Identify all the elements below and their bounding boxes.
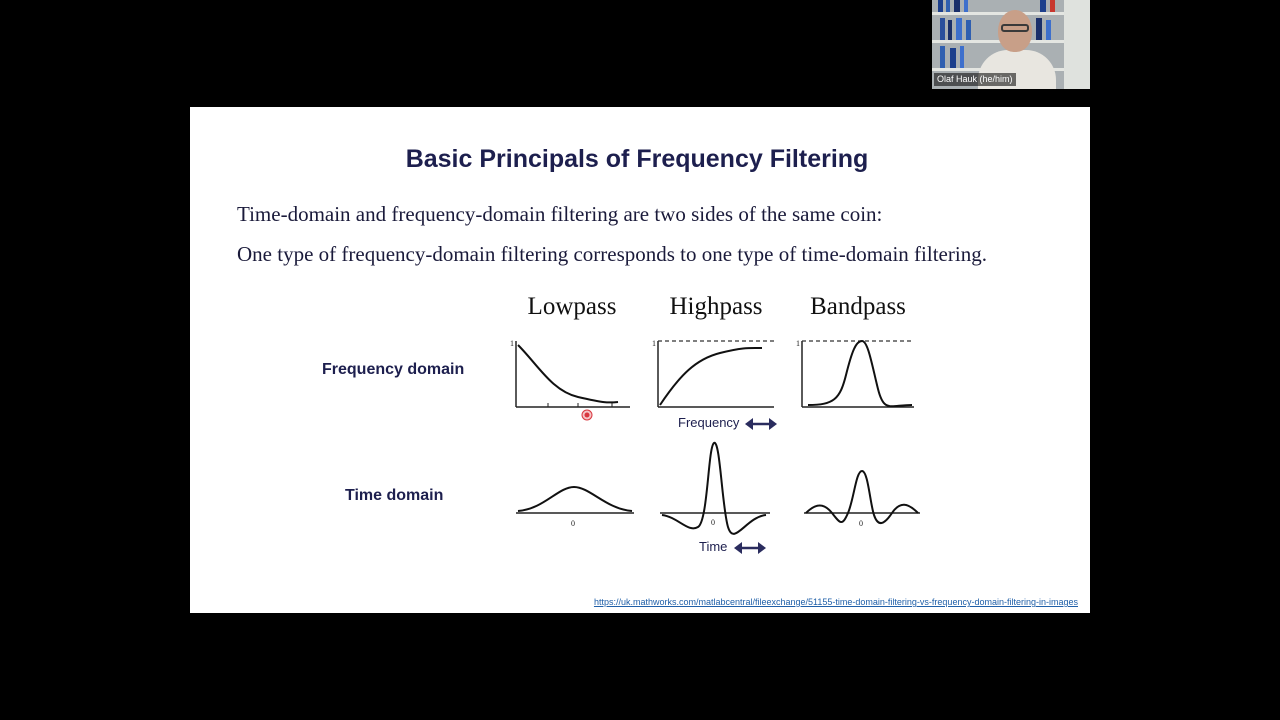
double-arrow-icon xyxy=(745,417,777,431)
lowpass-frequency-plot xyxy=(508,335,634,411)
video-book xyxy=(938,0,943,12)
video-book xyxy=(954,0,960,12)
lowpass-frequency-curve xyxy=(518,345,618,402)
video-book xyxy=(956,18,962,40)
source-link[interactable]: https://uk.mathworks.com/matlabcentral/fileexchange/51155-time-domain-filtering-vs-frequency-domain-filtering-in-images xyxy=(593,597,1078,607)
video-book xyxy=(940,18,945,40)
presenter-name: Olaf Hauk (he/him) xyxy=(934,73,1016,86)
bandpass-time-plot xyxy=(802,463,922,533)
tick-label-one: 1 xyxy=(796,339,800,348)
video-book xyxy=(948,20,952,40)
tick-label-zero: 0 xyxy=(571,519,575,528)
bandpass-frequency-plot xyxy=(794,335,920,411)
video-book xyxy=(1040,0,1046,12)
presenter-glasses xyxy=(1001,24,1029,32)
double-arrow-icon xyxy=(734,541,766,555)
slide-title: Basic Principals of Frequency Filtering xyxy=(405,145,869,173)
bandpass-frequency-curve xyxy=(808,341,912,406)
bandpass-time-curve xyxy=(806,471,918,523)
tick-label-one: 1 xyxy=(510,339,514,348)
frequency-axis-label: Frequency xyxy=(678,415,740,430)
column-highpass: Highpass xyxy=(669,293,763,320)
highpass-frequency-curve xyxy=(660,348,762,405)
row-label-time: Time domain xyxy=(345,487,444,504)
tick-label-one: 1 xyxy=(652,339,656,348)
video-book xyxy=(960,46,964,68)
column-lowpass: Lowpass xyxy=(527,293,617,320)
lowpass-time-plot xyxy=(514,473,636,533)
highpass-frequency-plot xyxy=(650,335,780,411)
video-book xyxy=(940,46,945,68)
tick-label-zero: 0 xyxy=(711,518,715,527)
highpass-time-plot xyxy=(658,437,772,537)
presenter-video[interactable] xyxy=(932,0,1090,89)
slide-text-line-1: Time-domain and frequency-domain filtering are two sides of the same coin: xyxy=(237,202,883,226)
video-book xyxy=(966,20,971,40)
video-book xyxy=(1036,18,1042,40)
video-book xyxy=(1050,0,1055,12)
tick-label-zero: 0 xyxy=(859,519,863,528)
slide-text-line-2: One type of frequency-domain filtering corresponds to one type of time-domain filtering. xyxy=(237,242,987,266)
video-wall xyxy=(1064,0,1090,89)
video-book xyxy=(964,0,968,12)
time-axis-label: Time xyxy=(699,539,728,554)
lowpass-time-curve xyxy=(518,487,632,511)
video-book xyxy=(946,0,950,12)
row-label-frequency: Frequency domain xyxy=(322,361,465,378)
video-book xyxy=(950,48,956,68)
column-bandpass: Bandpass xyxy=(810,293,906,320)
laser-pointer-icon xyxy=(581,409,593,421)
slide xyxy=(190,107,1090,613)
video-book xyxy=(1046,20,1051,40)
